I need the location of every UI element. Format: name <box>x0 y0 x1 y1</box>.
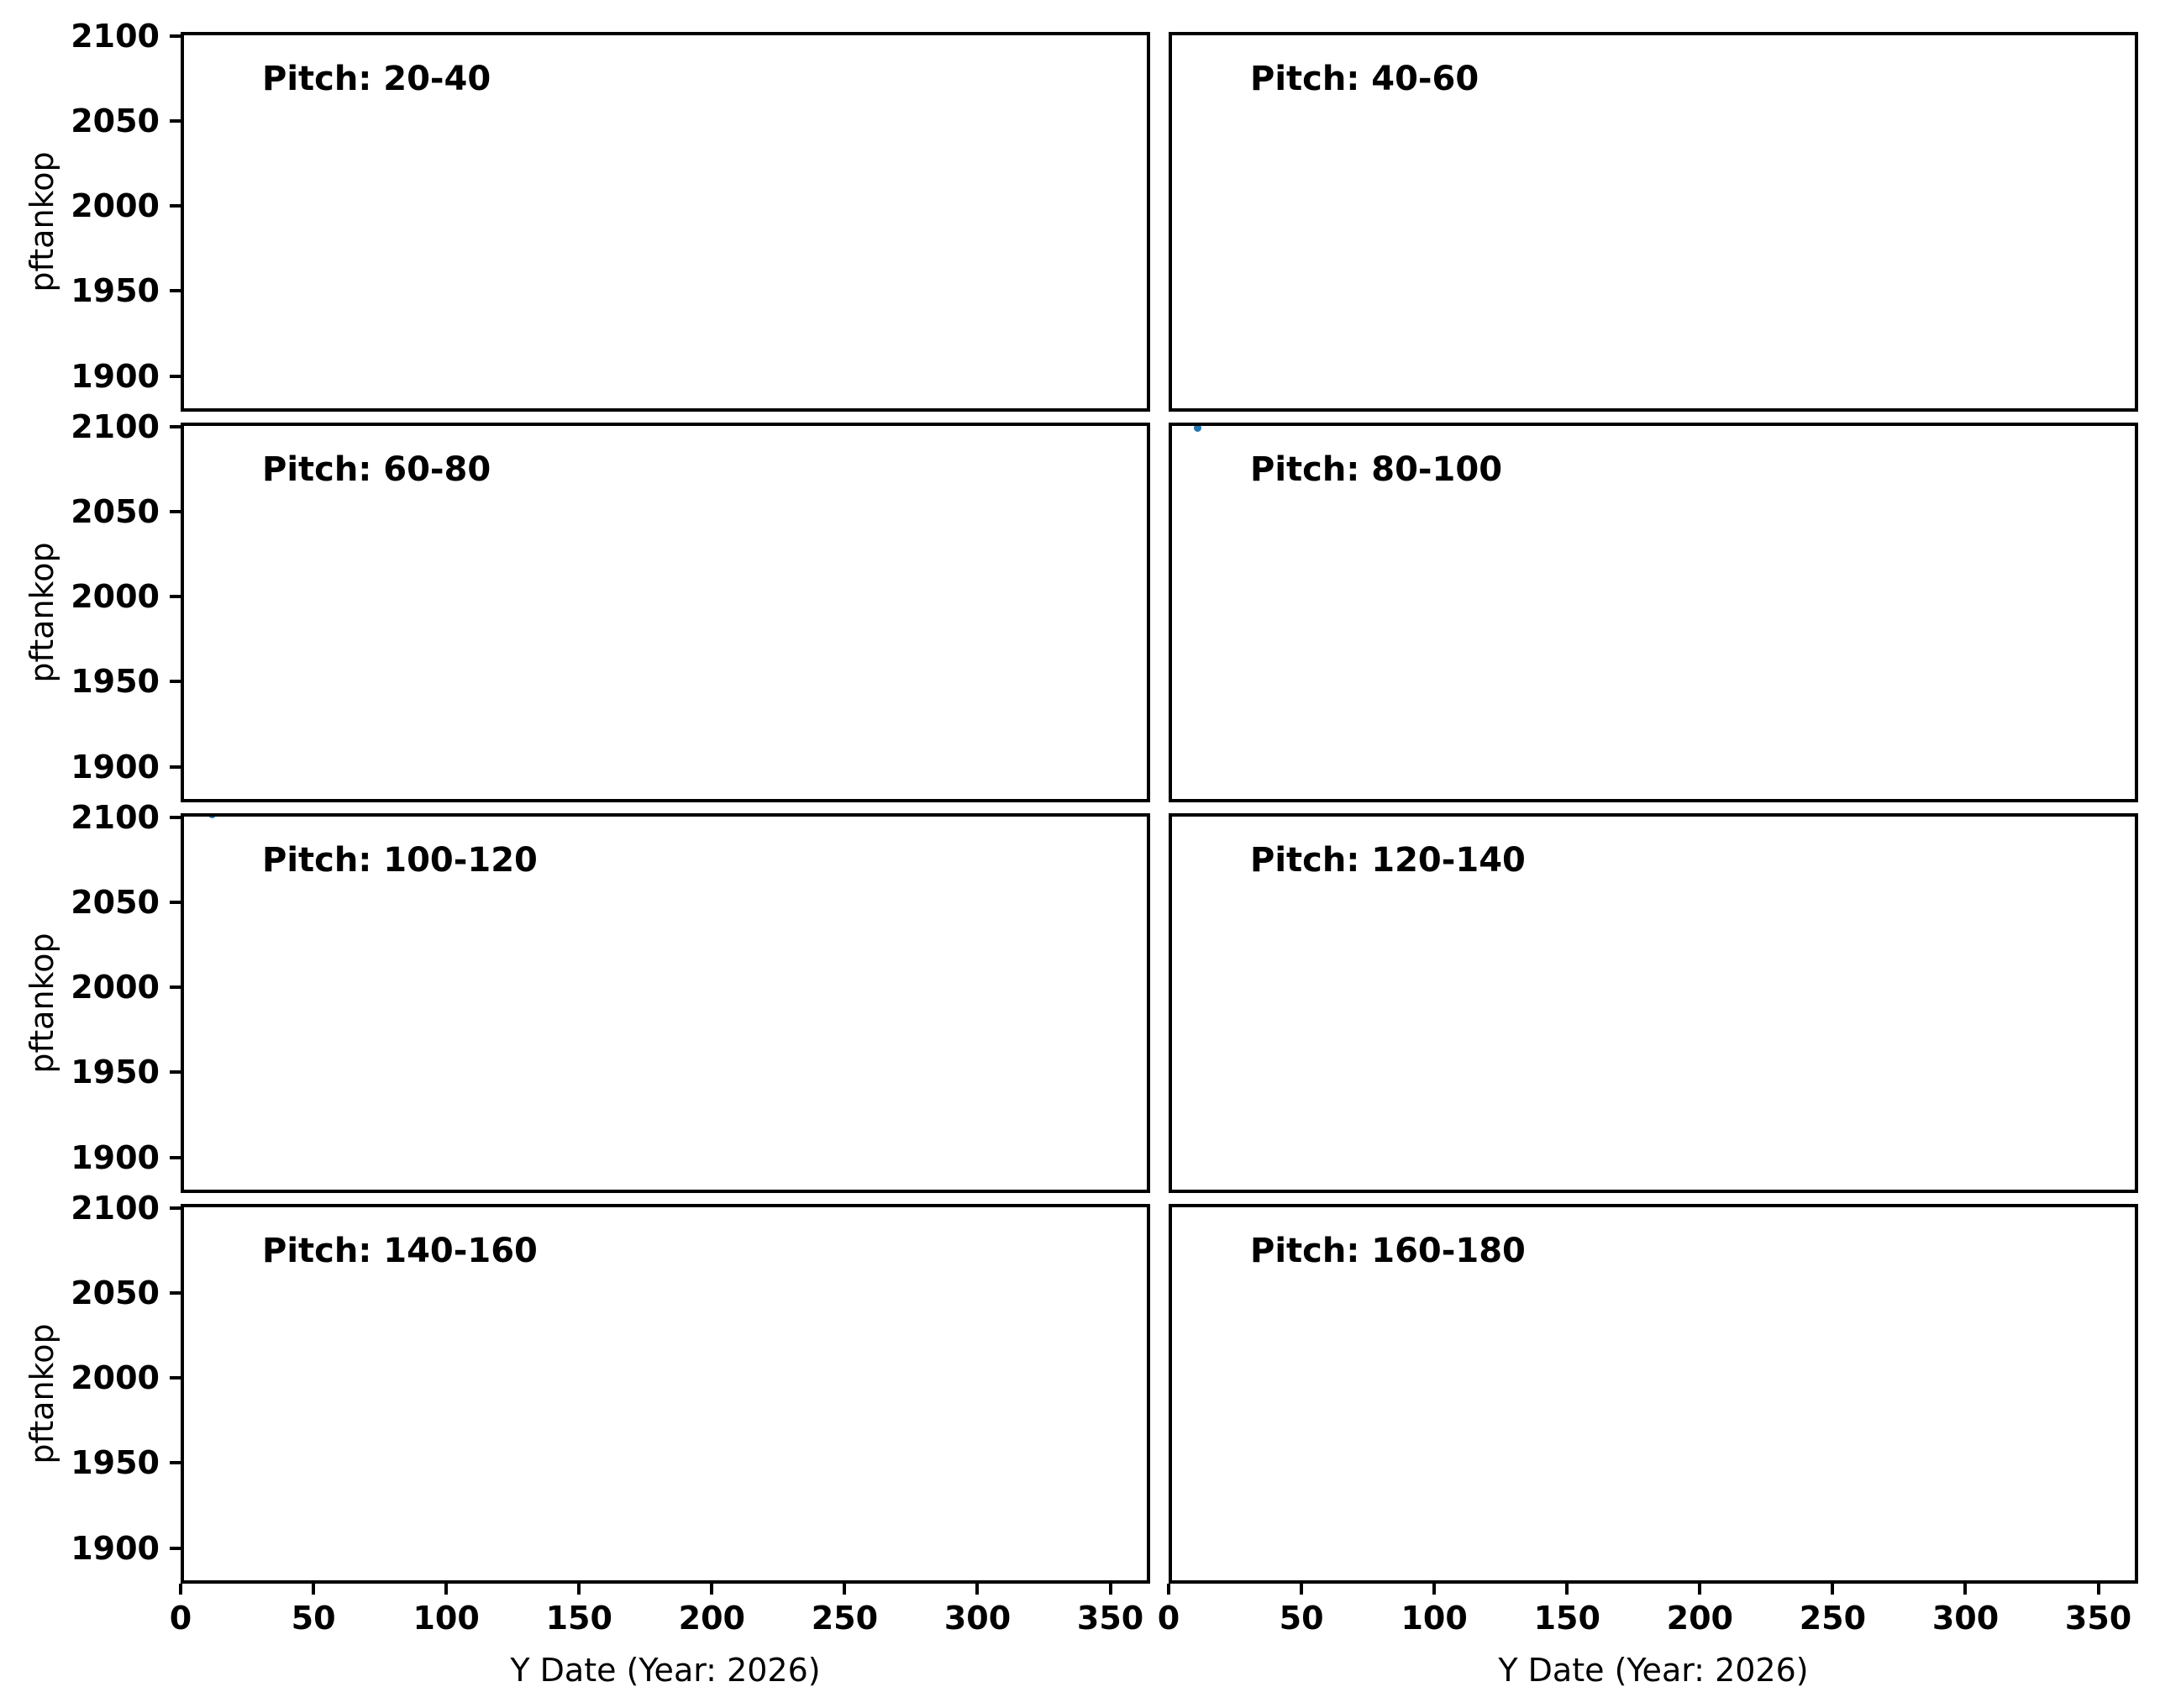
x-tick-label: 350 <box>2064 1600 2132 1637</box>
x-tick-mark <box>710 1584 713 1595</box>
y-tick-mark <box>170 375 181 378</box>
x-tick-label: 150 <box>1533 1600 1600 1637</box>
subplot-pitch-140-160 <box>181 1204 1150 1584</box>
y-axis-label: pftankop <box>24 542 60 683</box>
y-tick-label: 2050 <box>71 1274 160 1312</box>
y-tick-label: 2100 <box>71 799 160 837</box>
x-tick-label: 100 <box>413 1600 480 1637</box>
subplot-pitch-60-80 <box>181 423 1150 802</box>
y-tick-label: 2100 <box>71 408 160 446</box>
x-tick-mark <box>843 1584 846 1595</box>
y-tick-mark <box>170 1291 181 1295</box>
y-tick-mark <box>170 119 181 123</box>
y-tick-label: 2000 <box>71 578 160 616</box>
x-tick-label: 0 <box>1157 1600 1180 1637</box>
x-tick-label: 200 <box>1666 1600 1733 1637</box>
y-tick-mark <box>170 510 181 513</box>
y-tick-mark <box>170 289 181 292</box>
y-tick-mark <box>170 816 181 819</box>
y-tick-label: 2050 <box>71 493 160 531</box>
y-tick-mark <box>170 901 181 904</box>
x-tick-mark <box>1432 1584 1436 1595</box>
subplot-pitch-40-60 <box>1169 32 2138 412</box>
x-tick-mark <box>312 1584 315 1595</box>
subplot-title-pitch-140-160: Pitch: 140-160 <box>262 1232 538 1270</box>
x-tick-mark <box>1963 1584 1967 1595</box>
x-tick-mark <box>975 1584 979 1595</box>
subplot-title-pitch-160-180: Pitch: 160-180 <box>1250 1232 1526 1270</box>
y-tick-mark <box>170 1461 181 1464</box>
x-tick-label: 200 <box>678 1600 745 1637</box>
x-tick-mark <box>1698 1584 1701 1595</box>
scatter-point <box>208 813 216 818</box>
x-tick-label: 0 <box>169 1600 192 1637</box>
x-tick-label: 150 <box>545 1600 612 1637</box>
y-tick-mark <box>170 1376 181 1380</box>
y-tick-label: 1950 <box>71 1444 160 1482</box>
x-tick-mark <box>2097 1584 2100 1595</box>
y-tick-mark <box>170 204 181 208</box>
subplot-pitch-120-140 <box>1169 813 2138 1193</box>
subplot-title-pitch-20-40: Pitch: 20-40 <box>262 60 491 98</box>
subplot-title-pitch-40-60: Pitch: 40-60 <box>1250 60 1479 98</box>
x-tick-label: 100 <box>1401 1600 1468 1637</box>
x-tick-label: 300 <box>943 1600 1012 1637</box>
x-tick-mark <box>1831 1584 1834 1595</box>
y-tick-mark <box>170 1156 181 1159</box>
y-tick-mark <box>170 34 181 38</box>
x-tick-mark <box>1300 1584 1303 1595</box>
x-tick-label: 50 <box>291 1600 336 1637</box>
y-axis-label: pftankop <box>24 933 60 1074</box>
x-tick-label: 300 <box>1931 1600 2000 1637</box>
x-tick-mark <box>1167 1584 1170 1595</box>
y-tick-label: 1900 <box>71 748 160 786</box>
x-tick-mark <box>444 1584 448 1595</box>
x-tick-label: 350 <box>1076 1600 1144 1637</box>
y-tick-label: 2000 <box>71 1359 160 1397</box>
x-tick-mark <box>577 1584 581 1595</box>
x-tick-label: 250 <box>811 1600 879 1637</box>
subplot-title-pitch-60-80: Pitch: 60-80 <box>262 450 491 489</box>
x-tick-label: 250 <box>1799 1600 1867 1637</box>
y-tick-mark <box>170 595 181 598</box>
y-tick-mark <box>170 680 181 683</box>
x-axis-label: Y Date (Year: 2026) <box>1498 1652 1809 1689</box>
y-tick-label: 1900 <box>71 1529 160 1567</box>
y-tick-label: 2100 <box>71 1190 160 1227</box>
y-tick-label: 2050 <box>71 884 160 922</box>
y-tick-mark <box>170 1070 181 1074</box>
y-tick-label: 1900 <box>71 357 160 395</box>
y-tick-label: 2050 <box>71 102 160 140</box>
x-tick-label: 50 <box>1279 1600 1324 1637</box>
y-tick-label: 2000 <box>71 969 160 1006</box>
y-tick-label: 1950 <box>71 663 160 701</box>
subplot-pitch-80-100 <box>1169 423 2138 802</box>
subplot-pitch-100-120 <box>181 813 1150 1193</box>
y-tick-mark <box>170 765 181 769</box>
x-tick-mark <box>1109 1584 1112 1595</box>
subplot-title-pitch-80-100: Pitch: 80-100 <box>1250 450 1503 489</box>
scatter-point <box>1194 424 1201 432</box>
y-axis-label: pftankop <box>24 1323 60 1464</box>
y-axis-label: pftankop <box>24 151 60 292</box>
y-tick-label: 1950 <box>71 1054 160 1091</box>
y-tick-mark <box>170 985 181 989</box>
y-tick-mark <box>170 1547 181 1550</box>
subplot-pitch-20-40 <box>181 32 1150 412</box>
subplot-title-pitch-120-140: Pitch: 120-140 <box>1250 841 1526 880</box>
y-tick-mark <box>170 1206 181 1210</box>
x-axis-label: Y Date (Year: 2026) <box>510 1652 821 1689</box>
x-tick-mark <box>1565 1584 1569 1595</box>
x-tick-mark <box>179 1584 182 1595</box>
y-tick-label: 2100 <box>71 18 160 55</box>
y-tick-label: 1950 <box>71 272 160 310</box>
subplot-title-pitch-100-120: Pitch: 100-120 <box>262 841 538 880</box>
y-tick-label: 2000 <box>71 187 160 225</box>
subplot-pitch-160-180 <box>1169 1204 2138 1584</box>
y-tick-mark <box>170 425 181 428</box>
y-tick-label: 1900 <box>71 1138 160 1176</box>
